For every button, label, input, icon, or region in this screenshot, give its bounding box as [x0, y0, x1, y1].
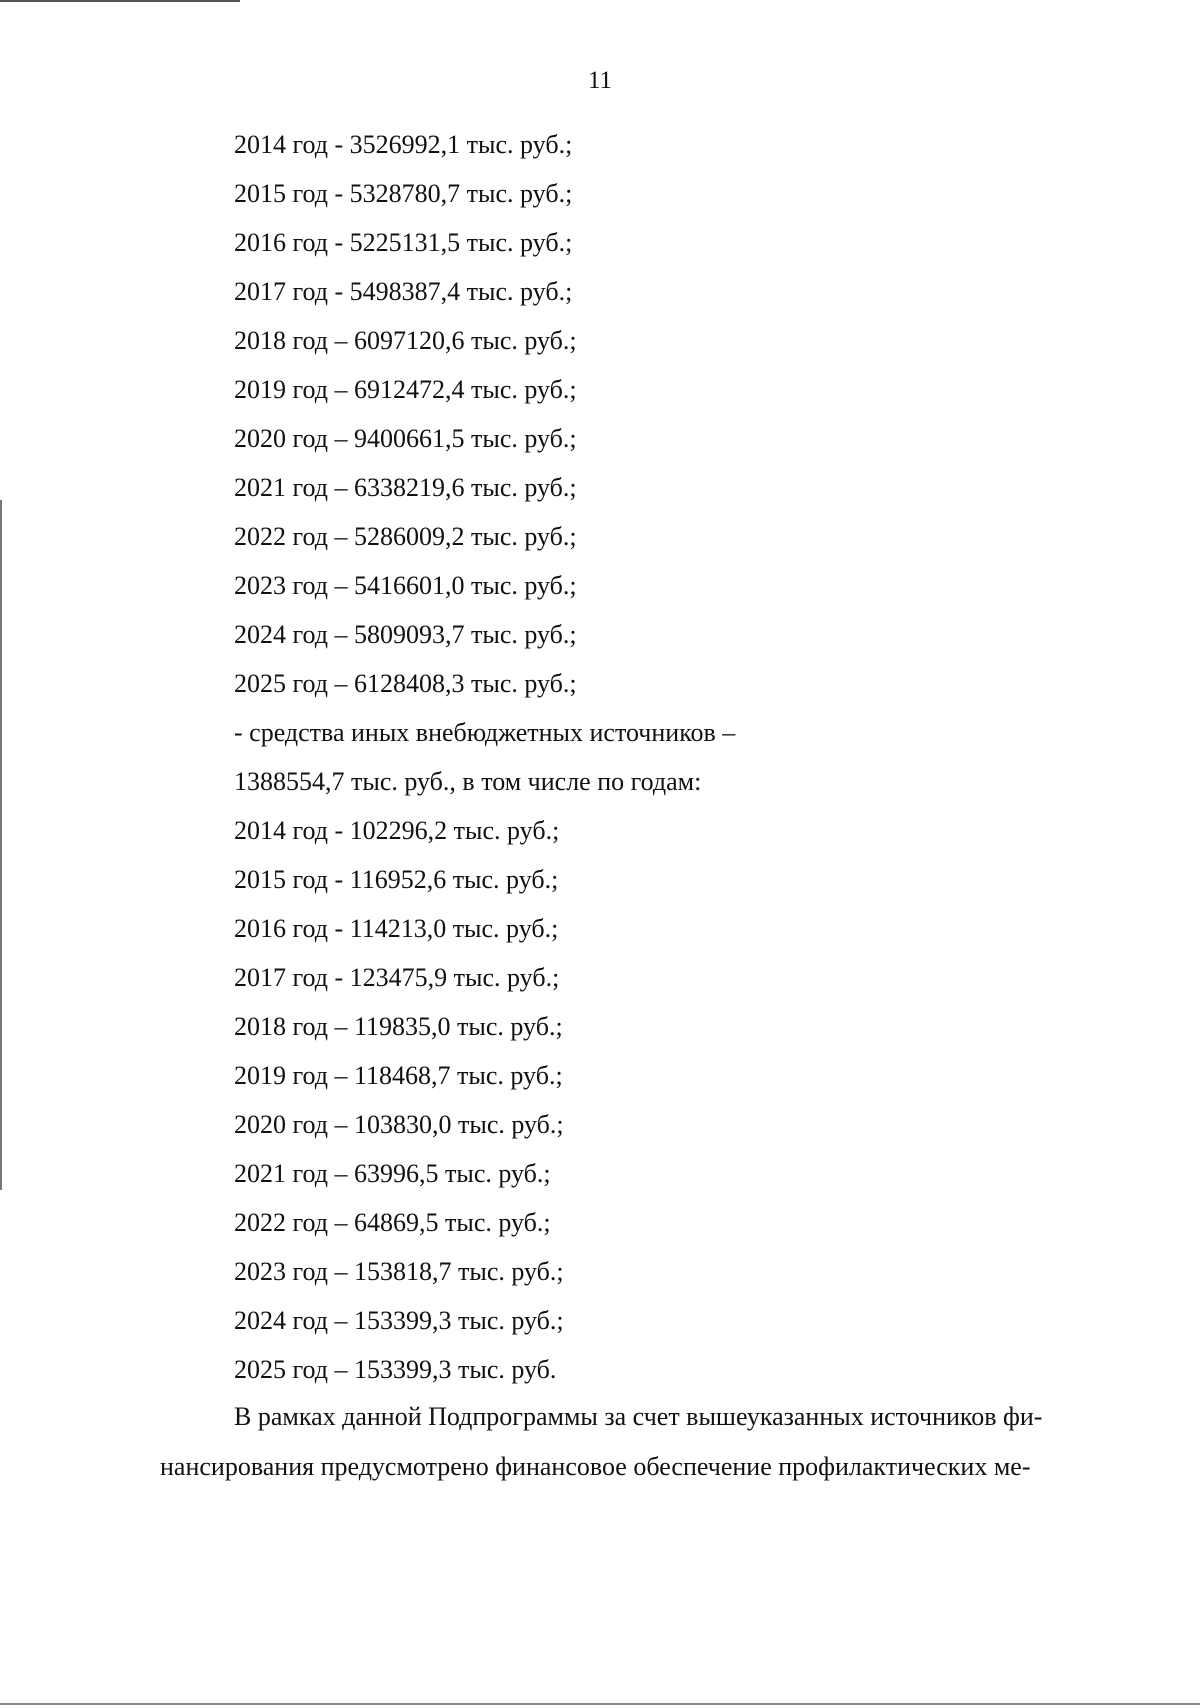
- funding-line-2017-a: 2017 год - 5498387,4 тыс. руб.;: [234, 277, 573, 306]
- funding-line-2017-b: 2017 год - 123475,9 тыс. руб.;: [234, 963, 560, 992]
- page-number: 11: [587, 67, 613, 94]
- funding-line-2014-a: 2014 год - 3526992,1 тыс. руб.;: [234, 130, 573, 159]
- scan-edge-bottom: [0, 1703, 1200, 1705]
- funding-line-2022-b: 2022 год – 64869,5 тыс. руб.;: [234, 1208, 551, 1237]
- scan-edge-top: [0, 0, 240, 2]
- funding-list: [234, 120, 1134, 1394]
- funding-line-2015-b: 2015 год - 116952,6 тыс. руб.;: [234, 865, 559, 894]
- funding-line-2025-b: 2025 год – 153399,3 тыс. руб.: [234, 1355, 557, 1384]
- funding-line-2018-b: 2018 год – 119835,0 тыс. руб.;: [234, 1012, 563, 1041]
- funding-line-2016-b: 2016 год - 114213,0 тыс. руб.;: [234, 914, 559, 943]
- funding-line-2014-b: 2014 год - 102296,2 тыс. руб.;: [234, 816, 560, 845]
- funding-line-2020-b: 2020 год – 103830,0 тыс. руб.;: [234, 1110, 564, 1139]
- body-paragraph: [160, 1392, 1100, 1492]
- funding-line-2025-a: 2025 год – 6128408,3 тыс. руб.;: [234, 669, 577, 698]
- funding-line-2023-b: 2023 год – 153818,7 тыс. руб.;: [234, 1257, 564, 1286]
- funding-line-2021-b: 2021 год – 63996,5 тыс. руб.;: [234, 1159, 551, 1188]
- funding-line-2018-a: 2018 год – 6097120,6 тыс. руб.;: [234, 326, 577, 355]
- funding-line-2016-a: 2016 год - 5225131,5 тыс. руб.;: [234, 228, 573, 257]
- funding-line-2015-a: 2015 год - 5328780,7 тыс. руб.;: [234, 179, 573, 208]
- section-total: 1388554,7 тыс. руб., в том числе по годам:: [234, 767, 702, 796]
- funding-line-2022-a: 2022 год – 5286009,2 тыс. руб.;: [234, 522, 577, 551]
- funding-line-2020-a: 2020 год – 9400661,5 тыс. руб.;: [234, 424, 577, 453]
- funding-line-2024-a: 2024 год – 5809093,7 тыс. руб.;: [234, 620, 577, 649]
- section-heading: - средства иных внебюджетных источников –: [234, 718, 736, 747]
- scan-edge-left: [0, 500, 2, 1190]
- funding-line-2021-a: 2021 год – 6338219,6 тыс. руб.;: [234, 473, 577, 502]
- funding-line-2019-b: 2019 год – 118468,7 тыс. руб.;: [234, 1061, 563, 1090]
- funding-line-2023-a: 2023 год – 5416601,0 тыс. руб.;: [234, 571, 577, 600]
- paragraph-line: нансирования предусмотрено финансовое обеспечение профилактических ме-: [160, 1452, 1031, 1481]
- funding-line-2024-b: 2024 год – 153399,3 тыс. руб.;: [234, 1306, 564, 1335]
- funding-line-2019-a: 2019 год – 6912472,4 тыс. руб.;: [234, 375, 577, 404]
- paragraph-line: В рамках данной Подпрограммы за счет вышеуказанных источников фи-: [234, 1402, 1043, 1431]
